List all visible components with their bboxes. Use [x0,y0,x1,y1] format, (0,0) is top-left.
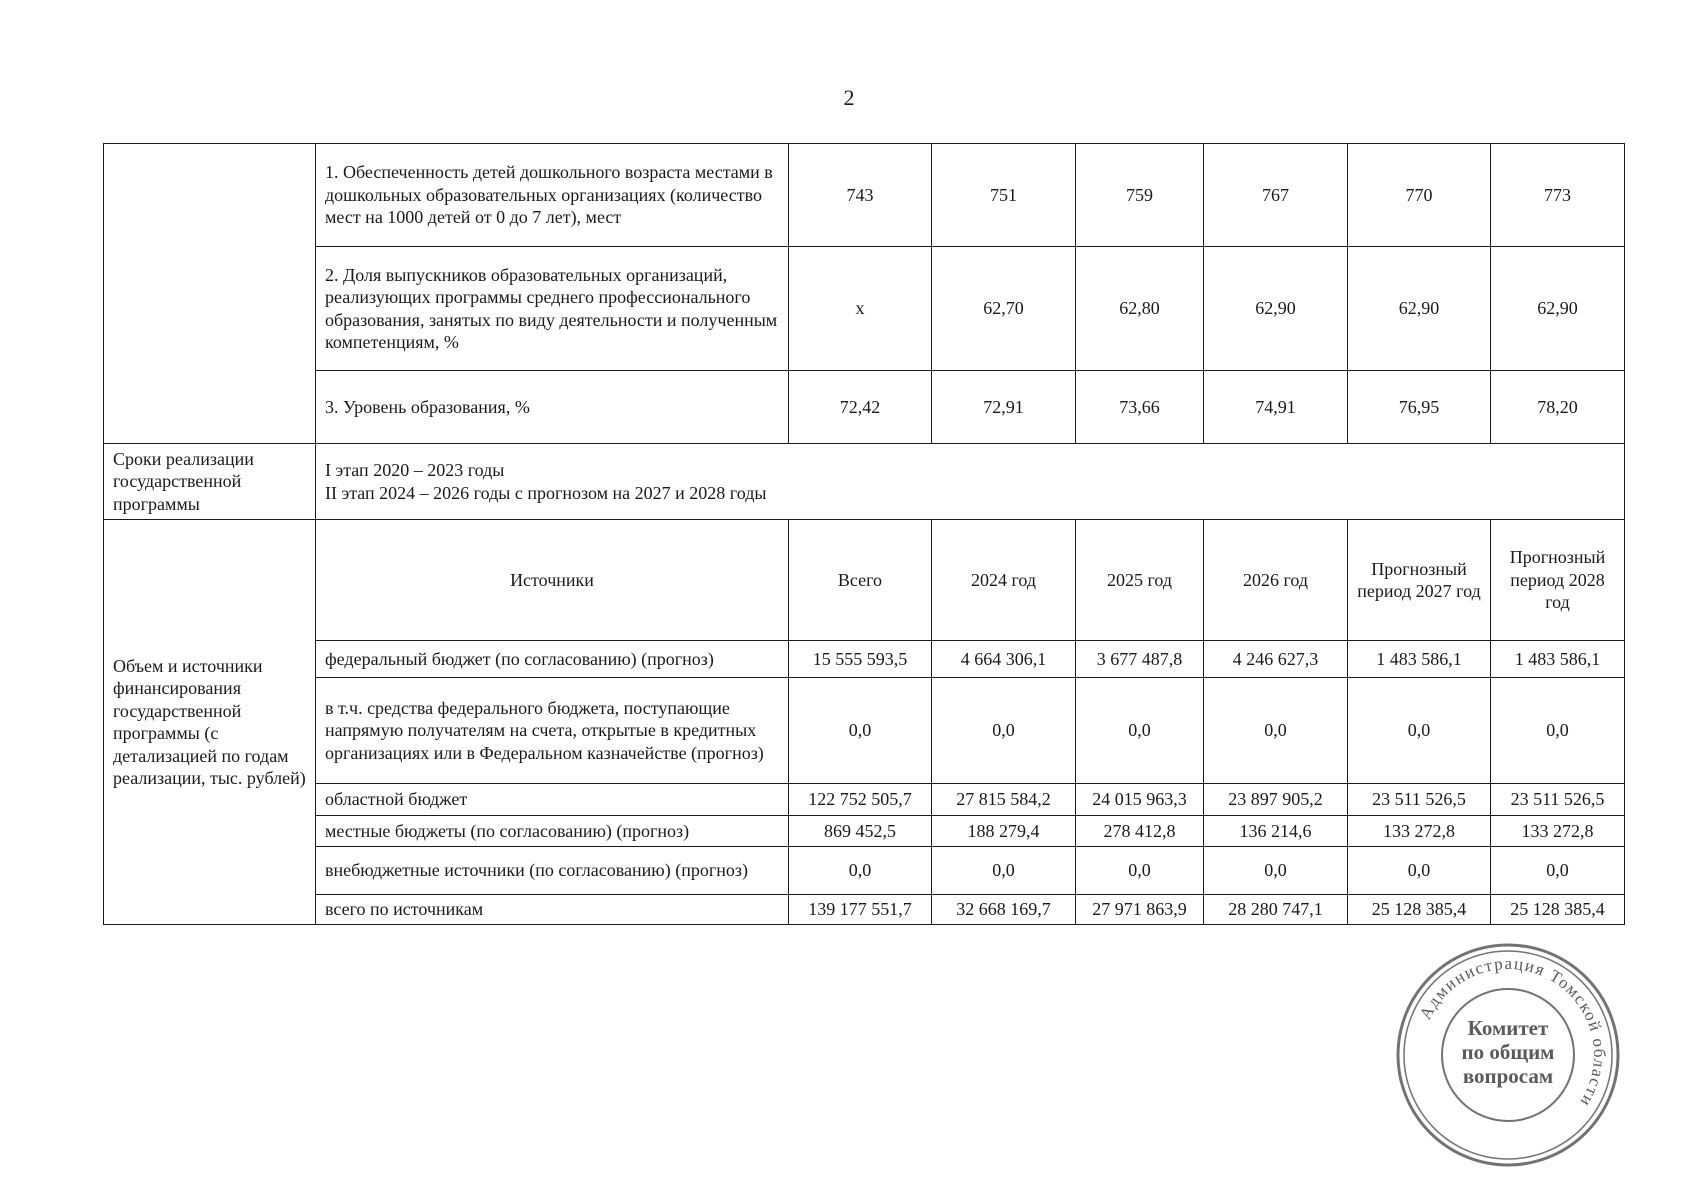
financing-value: 136 214,6 [1204,816,1348,847]
financing-value: 25 128 385,4 [1491,895,1625,925]
financing-label: Объем и источники финансирования государственной программы (с детализацией по годам реализации, тыс. рублей) [104,520,316,925]
financing-source: в т.ч. средства федерального бюджета, поступающие напрямую получателям на счета, открытые в кредитных организациях или в Федеральном казначействе (прогноз) [316,678,789,784]
financing-header-cell: Прогнозный период 2028 год [1491,520,1625,641]
financing-value: 4 664 306,1 [932,641,1076,678]
indicator-value: 62,70 [932,247,1076,371]
indicator-value: 773 [1491,144,1625,247]
financing-source: областной бюджет [316,784,789,816]
financing-value: 0,0 [1491,847,1625,895]
financing-row [104,641,1625,678]
financing-source: внебюджетные источники (по согласованию) (прогноз) [316,847,789,895]
financing-header-cell: Прогнозный период 2027 год [1348,520,1491,641]
indicator-value: 72,91 [932,371,1076,444]
indicator-value: 751 [932,144,1076,247]
financing-value: 23 897 905,2 [1204,784,1348,816]
financing-header-cell: Всего [789,520,932,641]
indicator-text: 1. Обеспеченность детей дошкольного возраста местами в дошкольных образовательных организациях (количество мест на 1000 детей от 0 до 7 лет), мест [316,144,789,247]
financing-header-row [104,520,1625,641]
financing-value: 0,0 [789,847,932,895]
financing-value: 0,0 [1204,678,1348,784]
indicator-text: 2. Доля выпускников образовательных организаций, реализующих программы среднего профессионального образования, занятых по виду деятельности и полученным компетенциям, % [316,247,789,371]
page-number: 2 [843,85,855,110]
financing-row [104,678,1625,784]
financing-value: 0,0 [1204,847,1348,895]
financing-source: местные бюджеты (по согласованию) (прогноз) [316,816,789,847]
financing-value: 0,0 [932,678,1076,784]
indicator-row [104,144,1625,247]
financing-total-row [104,895,1625,925]
indicator-value: 759 [1076,144,1204,247]
financing-value: 4 246 627,3 [1204,641,1348,678]
financing-value: 23 511 526,5 [1348,784,1491,816]
financing-value: 1 483 586,1 [1491,641,1625,678]
financing-value: 122 752 505,7 [789,784,932,816]
financing-value: 27 971 863,9 [1076,895,1204,925]
financing-value: 27 815 584,2 [932,784,1076,816]
financing-header-cell: 2024 год [932,520,1076,641]
financing-value: 1 483 586,1 [1348,641,1491,678]
terms-stage-1: I этап 2020 – 2023 годы [325,460,505,480]
financing-source: всего по источникам [316,895,789,925]
financing-header-cell: 2025 год [1076,520,1204,641]
indicator-value: 743 [789,144,932,247]
financing-value: 0,0 [789,678,932,784]
financing-value: 139 177 551,7 [789,895,932,925]
indicators-label-cell [104,144,316,444]
indicator-value: х [789,247,932,371]
financing-value: 32 668 169,7 [932,895,1076,925]
financing-row [104,816,1625,847]
financing-header-cell: Источники [316,520,789,641]
program-passport-table [103,143,1625,925]
stamp-center-line: вопросам [1462,1064,1554,1088]
indicator-value: 76,95 [1348,371,1491,444]
financing-row [104,784,1625,816]
terms-periods [316,444,1625,520]
terms-row [104,444,1625,520]
financing-value: 24 015 963,3 [1076,784,1204,816]
indicator-value: 74,91 [1204,371,1348,444]
financing-value: 0,0 [1348,847,1491,895]
financing-value: 133 272,8 [1348,816,1491,847]
indicator-value: 73,66 [1076,371,1204,444]
financing-value: 0,0 [1076,847,1204,895]
stamp-center-line: по общим [1461,1040,1555,1064]
financing-value: 25 128 385,4 [1348,895,1491,925]
financing-value: 133 272,8 [1491,816,1625,847]
indicator-value: 767 [1204,144,1348,247]
stamp-center-line: Комитет [1467,1016,1549,1040]
financing-value: 23 511 526,5 [1491,784,1625,816]
financing-value: 188 279,4 [932,816,1076,847]
financing-value: 28 280 747,1 [1204,895,1348,925]
terms-stage-2: II этап 2024 – 2026 годы с прогнозом на 2027 и 2028 годы [325,482,767,503]
financing-row [104,847,1625,895]
financing-value: 869 452,5 [789,816,932,847]
financing-value: 15 555 593,5 [789,641,932,678]
indicator-value: 62,80 [1076,247,1204,371]
financing-value: 0,0 [1348,678,1491,784]
indicator-value: 72,42 [789,371,932,444]
stamp-ring-text: Администрация Томской области [1415,953,1610,1111]
financing-value: 0,0 [1491,678,1625,784]
financing-value: 3 677 487,8 [1076,641,1204,678]
indicator-value: 62,90 [1204,247,1348,371]
indicator-value: 78,20 [1491,371,1625,444]
financing-value: 0,0 [932,847,1076,895]
terms-label: Сроки реализации государственной программы [104,444,316,520]
indicator-row [104,247,1625,371]
indicator-row [104,371,1625,444]
financing-value: 278 412,8 [1076,816,1204,847]
indicator-value: 62,90 [1348,247,1491,371]
indicator-text: 3. Уровень образования, % [316,371,789,444]
financing-value: 0,0 [1076,678,1204,784]
financing-source: федеральный бюджет (по согласованию) (прогноз) [316,641,789,678]
official-stamp [1393,940,1623,1170]
financing-header-cell: 2026 год [1204,520,1348,641]
indicator-value: 770 [1348,144,1491,247]
indicator-value: 62,90 [1491,247,1625,371]
